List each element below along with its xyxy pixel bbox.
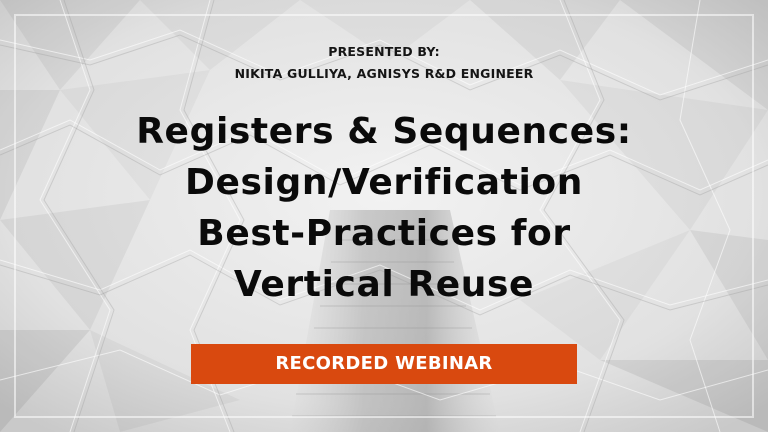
recorded-webinar-button[interactable]: RECORDED WEBINAR	[191, 344, 577, 384]
title-line-3: Best-Practices for	[197, 213, 571, 254]
title-line-4: Vertical Reuse	[233, 264, 535, 305]
title-line-2: Design/Verification	[185, 162, 583, 203]
webinar-title	[0, 106, 768, 310]
presented-by-label: PRESENTED BY:	[328, 44, 440, 59]
title-line-1: Registers & Sequences:	[136, 111, 632, 152]
presenter-name: NIKITA GULLIYA, AGNISYS R&D ENGINEER	[234, 66, 534, 81]
